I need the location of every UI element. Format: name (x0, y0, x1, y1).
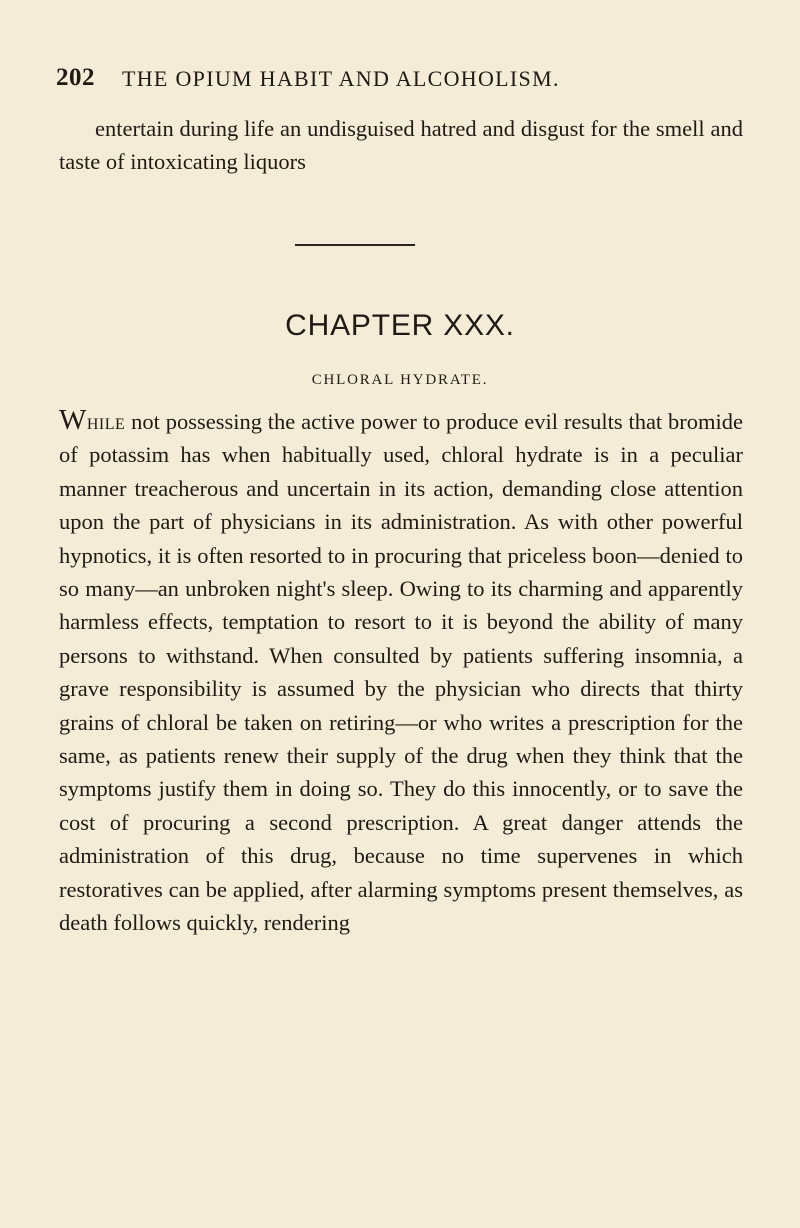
continuation-paragraph: entertain during life an undisguised hatred and disgust for the smell and taste of intoxicating liquors (59, 116, 743, 175)
chapter-opening-paragraph (59, 404, 743, 940)
chapter-heading: CHAPTER XXX. (285, 309, 515, 342)
opening-word-rest: hile (86, 409, 126, 434)
running-head (56, 64, 756, 98)
section-divider-rule (295, 244, 415, 246)
opening-word (59, 404, 126, 436)
page-number: 202 (56, 64, 95, 91)
chapter-subtitle: CHLORAL HYDRATE. (311, 372, 489, 388)
opening-first-letter: W (59, 404, 87, 436)
running-title: THE OPIUM HABIT AND ALCOHOLISM. (122, 66, 560, 91)
chapter-body-text: not possessing the active power to produce evil results that bromide of potassim has when habitually used, chloral hydrate is in a peculiar manner treacherous and uncertain in its action, demanding close attention upon the part of physicians in its administration. As with other powerful hypnotics, it is often resorted to in procuring that priceless boon—denied to so many—an unbroken night's sleep. Owing to its charming and apparently harmless effects, temptation to resort to it is beyond the ability of many persons to withstand. When consulted by patients suffering insomnia, a grave responsibility is assumed by the physician who directs that thirty grains of chloral be taken on retiring—or who writes a prescription for the same, as patients renew their supply of the drug when they think that the symptoms justify them in doing so. They do this innocently, or to save the cost of procuring a second prescription. A great danger attends the administration of this drug, because no time supervenes in which restoratives can be applied, after alarming symptoms present themselves, as death follows quickly, rendering (59, 409, 743, 936)
